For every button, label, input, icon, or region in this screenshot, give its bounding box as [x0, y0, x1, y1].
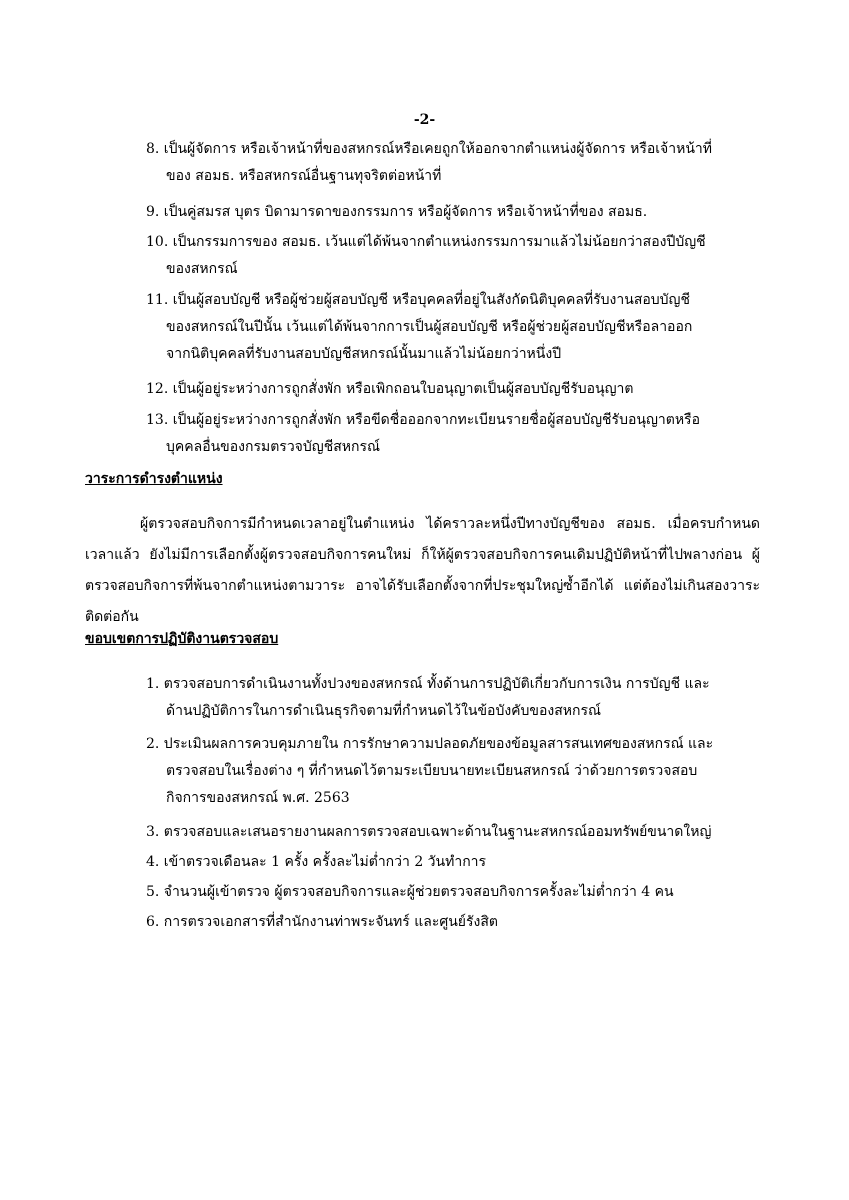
item-line: 11. เป็นผู้สอบบัญชี หรือผู้ช่วยผู้สอบบัญชี หรือบุคคลที่อยู่ในสังกัดนิติบุคคลที่รับงานสอบบัญชี	[146, 292, 690, 308]
scope-item-2	[146, 731, 746, 812]
item-line: 4. เข้าตรวจเดือนละ 1 ครั้ง ครั้งละไม่ต่ำกว่า 2 วันทำการ	[146, 854, 487, 870]
criteria-item-12	[146, 376, 746, 403]
item-line: 5. จำนวนผู้เข้าตรวจ ผู้ตรวจสอบกิจการและผู้ช่วยตรวจสอบกิจการครั้งละไม่ต่ำกว่า 4 คน	[146, 884, 674, 900]
item-line: 13. เป็นผู้อยู่ระหว่างการถูกสั่งพัก หรือขีดชื่อออกจากทะเบียนรายชื่อผู้สอบบัญชีรับอนุญาตหรือ	[146, 412, 700, 428]
scope-item-3	[146, 819, 746, 846]
item-line: ของสหกรณ์ในปีนั้น เว้นแต่ได้พ้นจากการเป็นผู้สอบบัญชี หรือผู้ช่วยผู้สอบบัญชีหรือลาออก	[166, 319, 693, 335]
criteria-item-8	[146, 136, 746, 190]
criteria-item-11	[146, 287, 746, 368]
item-line: 1. ตรวจสอบการดำเนินงานทั้งปวงของสหกรณ์ ทั้งด้านการปฏิบัติเกี่ยวกับการเงิน การบัญชี และ	[146, 676, 710, 692]
item-line: บุคคลอื่นของกรมตรวจบัญชีสหกรณ์	[166, 439, 380, 455]
item-line: 9. เป็นคู่สมรส บุตร บิดามารดาของกรรมการ หรือผู้จัดการ หรือเจ้าหน้าที่ของ สอมธ.	[146, 204, 648, 220]
item-line: ด้านปฏิบัติการในการดำเนินธุรกิจตามที่กำหนดไว้ในข้อบังคับของสหกรณ์	[166, 703, 602, 719]
item-line: 12. เป็นผู้อยู่ระหว่างการถูกสั่งพัก หรือเพิกถอนใบอนุญาตเป็นผู้สอบบัญชีรับอนุญาต	[146, 381, 634, 397]
item-line: 3. ตรวจสอบและเสนอรายงานผลการตรวจสอบเฉพาะด้านในฐานะสหกรณ์ออมทรัพย์ขนาดใหญ่	[146, 824, 712, 840]
item-line: 6. การตรวจเอกสารที่สำนักงานท่าพระจันทร์ และศูนย์รังสิต	[146, 914, 498, 930]
item-line: 8. เป็นผู้จัดการ หรือเจ้าหน้าที่ของสหกรณ์หรือเคยถูกให้ออกจากตำแหน่งผู้จัดการ หรือเจ้าหน้าที่	[146, 141, 712, 157]
scope-item-1	[146, 671, 746, 725]
item-line: ของ สอมธ. หรือสหกรณ์อื่นฐานทุจริตต่อหน้าที่	[166, 168, 442, 184]
item-line: กิจการของสหกรณ์ พ.ศ. 2563	[166, 790, 350, 806]
item-line: จากนิติบุคคลที่รับงานสอบบัญชีสหกรณ์นั้นมาแล้วไม่น้อยกว่าหนึ่งปี	[166, 346, 562, 362]
scope-heading: ขอบเขตการปฏิบัติงานตรวจสอบ	[85, 631, 279, 647]
term-heading: วาระการดำรงตำแหน่ง	[85, 471, 223, 487]
scope-item-4	[146, 849, 746, 876]
criteria-item-9	[146, 199, 746, 226]
item-line: 10. เป็นกรรมการของ สอมธ. เว้นแต่ได้พ้นจากตำแหน่งกรรมการมาแล้วไม่น้อยกว่าสองปีบัญชี	[146, 234, 706, 250]
criteria-item-13	[146, 407, 746, 461]
item-line: ตรวจสอบในเรื่องต่าง ๆ ที่กำหนดไว้ตามระเบียบนายทะเบียนสหกรณ์ ว่าด้วยการตรวจสอบ	[166, 763, 698, 779]
term-paragraph: ผู้ตรวจสอบกิจการมีกำหนดเวลาอยู่ในตำแหน่ง ได้คราวละหนึ่งปีทางบัญชีของ สอมธ. เมื่อครบกำหนดเวลาแล้ว ยังไม่มีการเลือกตั้งผู้ตรวจสอบกิจการคนใหม่ ก็ให้ผู้ตรวจสอบกิจการคนเดิมปฏิบัติหน้าที่ไปพลางก่อน ผู้ตรวจสอบกิจการที่พ้นจากตำแหน่งตามวาระ อาจได้รับเลือกตั้งจากที่ประชุมใหญ่ซ้ำอีกได้ แต่ต้องไม่เกินสองวาระติดต่อกัน	[85, 516, 760, 625]
criteria-item-10	[146, 229, 746, 283]
scope-item-5	[146, 879, 746, 906]
item-line: ของสหกรณ์	[166, 261, 238, 277]
scope-item-6	[146, 909, 746, 936]
item-line: 2. ประเมินผลการควบคุมภายใน การรักษาความปลอดภัยของข้อมูลสารสนเทศของสหกรณ์ และ	[146, 736, 714, 752]
page-number: -2-	[413, 112, 436, 128]
